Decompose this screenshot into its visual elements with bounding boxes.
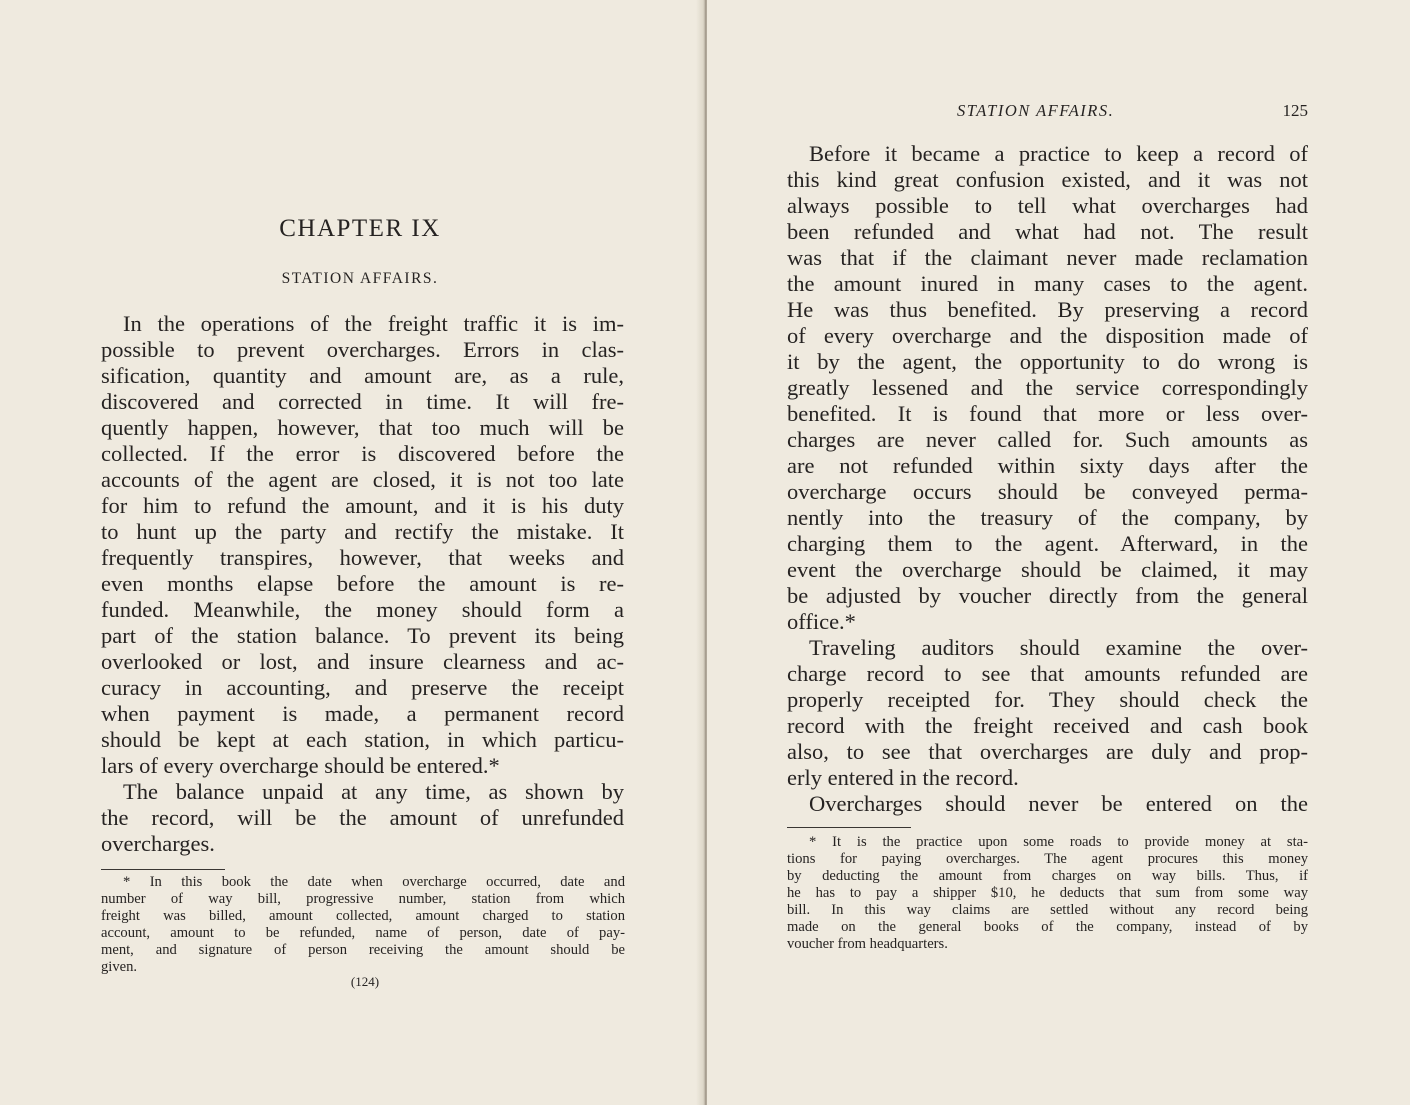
- text-line: charging them to the agent. Afterward, in the: [787, 531, 1308, 556]
- text-line: nently into the treasury of the company, by: [787, 505, 1308, 530]
- text-line: overcharge occurs should be conveyed perma-: [787, 479, 1308, 504]
- footnote-line: given.: [101, 959, 138, 975]
- text-line: charges are never called for. Such amounts as: [787, 427, 1308, 452]
- page-number-right: 125: [1282, 101, 1308, 120]
- text-line: overlooked or lost, and insure clearness and ac-: [101, 649, 624, 674]
- text-line: Traveling auditors should examine the over-: [809, 635, 1308, 660]
- text-line: even months elapse before the amount is re-: [101, 571, 624, 596]
- text-line: part of the station balance. To prevent its being: [101, 623, 624, 648]
- footnote-rule: [101, 869, 225, 870]
- text-line: funded. Meanwhile, the money should form a: [101, 597, 624, 622]
- footnote-line: tions for paying overcharges. The agent procures this money: [787, 851, 1308, 867]
- text-line: event the overcharge should be claimed, it may: [787, 557, 1308, 582]
- text-line: always possible to tell what overcharges had: [787, 193, 1308, 218]
- text-line: lars of every overcharge should be entered.*: [101, 753, 500, 778]
- text-line: charge record to see that amounts refunded are: [787, 661, 1308, 686]
- text-line: In the operations of the freight traffic it is im-: [123, 311, 624, 336]
- footnote-line: by deducting the amount from charges on way bills. Thus, if: [787, 868, 1308, 884]
- footnote-line: ment, and signature of person receiving the amount should be: [101, 942, 625, 958]
- text-line: this kind great confusion existed, and it was not: [787, 167, 1308, 192]
- running-head-title: STATION AFFAIRS.: [957, 101, 1115, 120]
- text-line: be adjusted by voucher directly from the general: [787, 583, 1308, 608]
- chapter-title: CHAPTER IX: [279, 215, 441, 242]
- footnote-line: voucher from headquarters.: [787, 936, 948, 952]
- running-head: [787, 101, 1308, 123]
- text-line: frequently transpires, however, that weeks and: [101, 545, 624, 570]
- left-page: [0, 0, 703, 1105]
- text-line: greatly lessened and the service correspondingly: [787, 375, 1308, 400]
- text-line: when payment is made, a permanent record: [101, 701, 624, 726]
- text-line: erly entered in the record.: [787, 765, 1019, 790]
- text-line: are not refunded within sixty days after the: [787, 453, 1308, 478]
- text-line: the amount inured in many cases to the agent.: [787, 271, 1308, 296]
- right-footnote: [787, 834, 1308, 953]
- left-body-text: [101, 311, 624, 857]
- text-line: was that if the claimant never made reclamation: [787, 245, 1308, 270]
- footnote-line: * In this book the date when overcharge occurred, date and: [123, 874, 625, 890]
- footnote-line: bill. In this way claims are settled without any record being: [787, 902, 1308, 918]
- text-line: been refunded and what had not. The result: [787, 219, 1308, 244]
- text-line: properly receipted for. They should check the: [787, 687, 1308, 712]
- text-line: Before it became a practice to keep a record of: [809, 141, 1308, 166]
- text-line: collected. If the error is discovered before the: [101, 441, 624, 466]
- text-line: should be kept at each station, in which particu-: [101, 727, 624, 752]
- text-line: the record, will be the amount of unrefunded: [101, 805, 624, 830]
- left-footnote: [101, 874, 625, 976]
- text-line: discovered and corrected in time. It will fre-: [101, 389, 624, 414]
- text-line: He was thus benefited. By preserving a record: [787, 297, 1308, 322]
- text-line: Overcharges should never be entered on the: [809, 791, 1308, 816]
- text-line: quently happen, however, that too much will be: [101, 415, 624, 440]
- text-line: record with the freight received and cash book: [787, 713, 1308, 738]
- text-line: of every overcharge and the disposition made of: [787, 323, 1308, 348]
- text-line: accounts of the agent are closed, it is not too late: [101, 467, 624, 492]
- footnote-line: made on the general books of the company, instead of by: [787, 919, 1308, 935]
- right-body-text: [787, 141, 1308, 817]
- text-line: for him to refund the amount, and it is his duty: [101, 493, 624, 518]
- footnote-rule: [787, 827, 911, 828]
- text-line: it by the agent, the opportunity to do wrong is: [787, 349, 1308, 374]
- text-line: sification, quantity and amount are, as a rule,: [101, 363, 624, 388]
- text-line: office.*: [787, 609, 856, 634]
- text-line: to hunt up the party and rectify the mistake. It: [101, 519, 624, 544]
- page-number-left: (124): [350, 974, 380, 989]
- text-line: The balance unpaid at any time, as shown by: [123, 779, 624, 804]
- footnote-line: account, amount to be refunded, name of person, date of pay-: [101, 925, 625, 941]
- footnote-line: number of way bill, progressive number, station from which: [101, 891, 625, 907]
- chapter-subtitle: STATION AFFAIRS.: [281, 270, 439, 287]
- footnote-line: freight was billed, amount collected, amount charged to station: [101, 908, 625, 924]
- footnote-line: he has to pay a shipper $10, he deducts that sum from some way: [787, 885, 1308, 901]
- text-line: benefited. It is found that more or less over-: [787, 401, 1308, 426]
- text-line: possible to prevent overcharges. Errors in clas-: [101, 337, 624, 362]
- text-line: curacy in accounting, and preserve the receipt: [101, 675, 624, 700]
- footnote-line: * It is the practice upon some roads to provide money at sta-: [809, 834, 1308, 850]
- text-line: overcharges.: [101, 831, 215, 856]
- text-line: also, to see that overcharges are duly and prop-: [787, 739, 1308, 764]
